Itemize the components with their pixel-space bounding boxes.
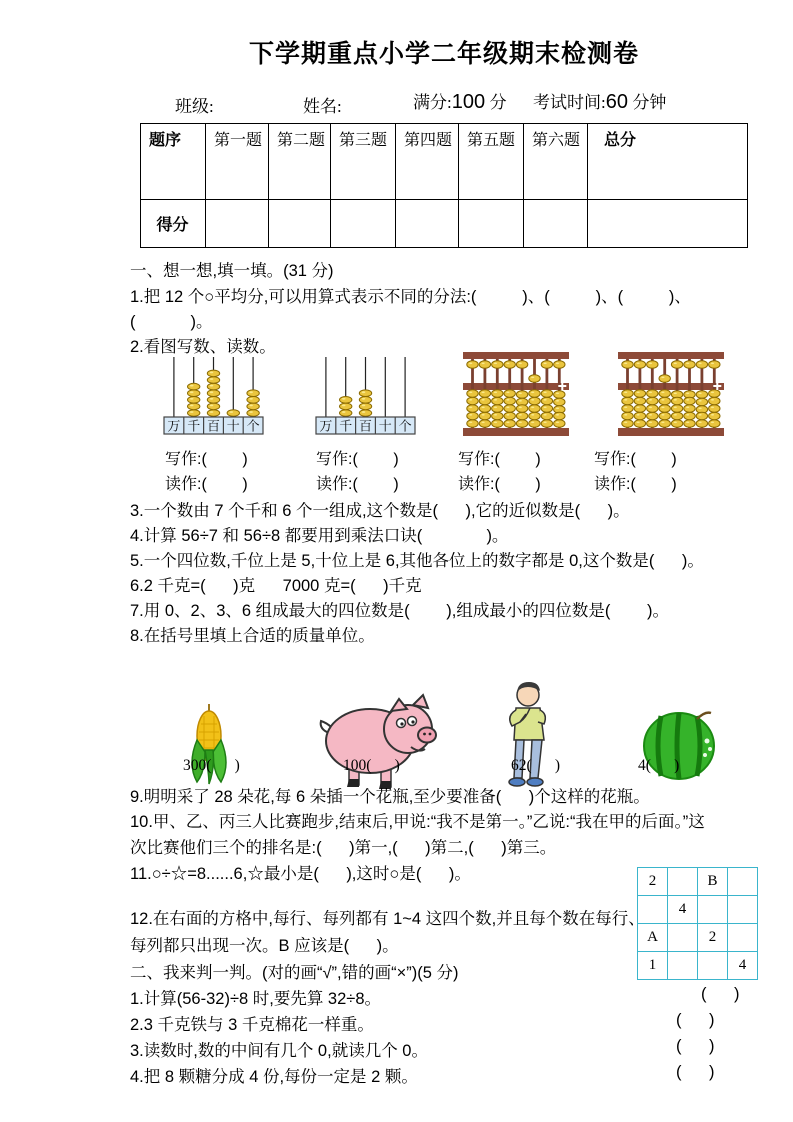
abacus-bead	[467, 412, 478, 420]
score-table-header-row	[141, 124, 748, 200]
score-cell-total	[588, 200, 748, 248]
puzzle-cell: 1	[638, 952, 668, 980]
abacus-bead	[504, 420, 515, 428]
score-cell	[396, 200, 459, 248]
question-12-line2: 每列都只出现一次。B 应该是( )。	[130, 937, 399, 955]
judge-item-3: 3.读数时,数的中间有几个 0,就读几个 0。	[130, 1042, 428, 1060]
abacus-bead	[634, 361, 645, 369]
abacus-bead	[634, 390, 645, 398]
counter-bead	[359, 397, 371, 404]
puzzle-cell	[668, 924, 698, 952]
counter-bead	[340, 397, 352, 404]
puzzle-cell	[728, 868, 758, 896]
abacus-bead	[529, 390, 540, 398]
question-10-line2: 次比赛他们三个的排名是:( )第一,( )第二,( )第三。	[130, 839, 557, 857]
abacus-bead	[622, 390, 633, 398]
write-as-blank-2: 写作:( )	[316, 451, 399, 468]
header-q2: 第二题	[269, 124, 331, 200]
place-value-label: 十	[226, 418, 240, 434]
abacus-bead	[516, 391, 527, 399]
question-8: 8.在括号里填上合适的质量单位。	[130, 627, 375, 645]
write-as-blank-1: 写作:( )	[165, 451, 248, 468]
abacus-bead	[541, 397, 552, 405]
counter-bead	[207, 370, 219, 377]
abacus-bead	[516, 412, 527, 420]
section1-heading: 一、想一想,填一填。(31 分)	[130, 262, 334, 280]
counter-bead	[188, 390, 200, 397]
abacus-bead	[479, 397, 490, 405]
puzzle-cell: A	[638, 924, 668, 952]
question-1-line1: 1.把 12 个○平均分,可以用算式表示不同的分法:( )、( )、( )、	[130, 288, 691, 306]
abacus-bead	[467, 405, 478, 413]
abacus-2	[618, 352, 724, 436]
abacus-bead	[479, 405, 490, 413]
abacus-bead	[492, 412, 503, 420]
abacus-bead	[622, 361, 633, 369]
exam-time-label: 考试时间:	[533, 93, 606, 112]
question-9: 9.明明采了 28 朵花,每 6 朵插一个花瓶,至少要准备( )个这样的花瓶。	[130, 788, 650, 806]
abacus-bead	[529, 397, 540, 405]
abacus-bead	[554, 420, 565, 428]
abacus-bead	[634, 397, 645, 405]
counter-bead	[340, 403, 352, 410]
abacus-bead	[671, 420, 682, 428]
bead-counter-graphic	[312, 356, 420, 436]
header-q1: 第一题	[206, 124, 269, 200]
abacus-bead	[634, 420, 645, 428]
abacus-bead	[479, 420, 490, 428]
puzzle-cell	[698, 896, 728, 924]
score-table	[140, 123, 748, 248]
puzzle-row	[638, 896, 758, 924]
full-score-value: 100	[451, 91, 486, 113]
header-total: 总分	[588, 124, 748, 200]
full-score-group	[413, 88, 507, 114]
abacus-bead	[467, 390, 478, 398]
abacus-graphic	[463, 352, 569, 436]
puzzle-cell: 4	[728, 952, 758, 980]
abacus-bead	[622, 405, 633, 413]
abacus-bead	[696, 398, 707, 406]
puzzle-cell	[728, 896, 758, 924]
puzzle-row	[638, 924, 758, 952]
score-cell	[206, 200, 269, 248]
abacus-bead	[554, 412, 565, 420]
puzzle-cell: 4	[668, 896, 698, 924]
abacus-bead	[684, 405, 695, 413]
abacus-bead	[467, 361, 478, 369]
header-q3: 第三题	[331, 124, 396, 200]
counter-bead	[359, 410, 371, 417]
abacus-bead	[516, 361, 527, 369]
question-11: 11.○÷☆=8......6,☆最小是( ),这时○是( )。	[130, 865, 471, 883]
abacus-bead	[647, 390, 658, 398]
abacus-bead	[659, 420, 670, 428]
counter-bead	[340, 410, 352, 417]
abacus-bead	[659, 375, 670, 383]
exam-time-unit: 分钟	[632, 93, 667, 112]
read-as-blank-3: 读作:( )	[458, 476, 541, 493]
abacus-bead	[671, 397, 682, 405]
abacus-bead	[659, 397, 670, 405]
abacus-bead	[504, 390, 515, 398]
question-3: 3.一个数由 7 个千和 6 个一组成,这个数是( ),它的近似数是( )。	[130, 502, 630, 520]
name-label: 姓名:	[303, 97, 342, 116]
counter-bead	[247, 403, 259, 410]
abacus-bead	[659, 412, 670, 420]
abacus-bead	[541, 412, 552, 420]
place-value-label: 个	[398, 418, 412, 434]
abacus-bead	[554, 391, 565, 399]
read-as-blank-2: 读作:( )	[316, 476, 399, 493]
abacus-bead	[541, 390, 552, 398]
abacus-bead	[529, 412, 540, 420]
abacus-bead	[492, 420, 503, 428]
counter-bead	[247, 410, 259, 417]
judge-item-2: 2.3 千克铁与 3 千克棉花一样重。	[130, 1016, 374, 1034]
counter-bead	[207, 403, 219, 410]
abacus-bead	[647, 361, 658, 369]
abacus-bead	[554, 361, 565, 369]
page-title: 下学期重点小学二年级期末检测卷	[248, 40, 639, 68]
score-cell	[269, 200, 331, 248]
man-weight-blank: 62( )	[511, 757, 561, 774]
bead-counter-1	[160, 356, 268, 436]
counter-bead	[207, 377, 219, 384]
counter-bead	[207, 397, 219, 404]
abacus-bead	[541, 361, 552, 369]
score-cell	[524, 200, 588, 248]
abacus-bead	[467, 397, 478, 405]
write-as-blank-3: 写作:( )	[458, 451, 541, 468]
judge-item-4: 4.把 8 颗糖分成 4 份,每份一定是 2 颗。	[130, 1068, 418, 1086]
abacus-bead	[647, 420, 658, 428]
abacus-bead	[647, 397, 658, 405]
abacus-bead	[467, 420, 478, 428]
class-label: 班级:	[175, 97, 214, 116]
judge-blank-2: ( )	[676, 1011, 715, 1029]
counter-bead	[207, 383, 219, 390]
read-as-blank-4: 读作:( )	[594, 476, 677, 493]
abacus-bead	[659, 405, 670, 413]
counter-bead	[207, 390, 219, 397]
counter-bead	[247, 397, 259, 404]
abacus-bead	[554, 398, 565, 406]
abacus-bead	[634, 412, 645, 420]
abacus-bead	[622, 397, 633, 405]
abacus-bead	[671, 412, 682, 420]
question-6: 6.2 千克=( )克 7000 克=( )千克	[130, 577, 422, 595]
bead-counter-2	[312, 356, 420, 436]
abacus-1	[463, 352, 569, 436]
abacus-bead	[671, 405, 682, 413]
question-2: 2.看图写数、读数。	[130, 338, 276, 356]
puzzle-row	[638, 952, 758, 980]
full-score-unit: 分	[489, 93, 507, 112]
puzzle-cell: 2	[698, 924, 728, 952]
question-5: 5.一个四位数,千位上是 5,十位上是 6,其他各位上的数字都是 0,这个数是( )。	[130, 552, 704, 570]
abacus-bead	[709, 412, 720, 420]
abacus-bead	[709, 420, 720, 428]
puzzle-cell	[668, 952, 698, 980]
abacus-bead	[709, 405, 720, 413]
judge-item-1: 1.计算(56-32)÷8 时,要先算 32÷8。	[130, 990, 382, 1008]
abacus-bead	[492, 397, 503, 405]
header-q5: 第五题	[459, 124, 524, 200]
watermelon-weight-blank: 4( )	[638, 757, 680, 774]
abacus-bead	[492, 390, 503, 398]
score-table-score-row	[141, 200, 748, 248]
abacus-bead	[504, 361, 515, 369]
place-value-label: 个	[246, 418, 260, 434]
counter-bead	[207, 410, 219, 417]
question-1-line2: ( )。	[130, 313, 213, 331]
abacus-bead	[696, 412, 707, 420]
counter-bead	[359, 390, 371, 397]
puzzle-cell: B	[698, 868, 728, 896]
place-value-label: 十	[378, 418, 392, 434]
exam-time-value: 60	[605, 91, 628, 113]
place-value-label: 百	[206, 418, 221, 434]
score-cell	[459, 200, 524, 248]
puzzle-cell	[728, 924, 758, 952]
puzzle-row	[638, 868, 758, 896]
counter-bead	[359, 403, 371, 410]
abacus-bead	[516, 420, 527, 428]
abacus-bead	[504, 412, 515, 420]
abacus-bead	[492, 405, 503, 413]
abacus-bead	[541, 420, 552, 428]
abacus-bead	[684, 361, 695, 369]
abacus-bead	[529, 420, 540, 428]
abacus-bead	[479, 412, 490, 420]
abacus-bead	[696, 420, 707, 428]
counter-bead	[188, 403, 200, 410]
abacus-bead	[696, 391, 707, 399]
abacus-bead	[622, 420, 633, 428]
abacus-bead	[709, 361, 720, 369]
place-value-label: 万	[167, 418, 181, 434]
judge-blank-1: ( )	[701, 985, 740, 1003]
abacus-bead	[709, 397, 720, 405]
place-value-label: 千	[339, 418, 353, 434]
counter-bead	[188, 397, 200, 404]
abacus-bead	[671, 361, 682, 369]
abacus-bead	[647, 412, 658, 420]
place-value-label: 百	[358, 418, 373, 434]
bead-counter-graphic	[160, 356, 268, 436]
section2-heading: 二、我来判一判。(对的画“√”,错的画“×”)(5 分)	[130, 964, 459, 982]
header-q6: 第六题	[524, 124, 588, 200]
abacus-bead	[541, 405, 552, 413]
full-score-label: 满分:	[413, 93, 452, 112]
counter-bead	[247, 390, 259, 397]
question-4: 4.计算 56÷7 和 56÷8 都要用到乘法口诀( )。	[130, 527, 509, 545]
question-7: 7.用 0、2、3、6 组成最大的四位数是( ),组成最小的四位数是( )。	[130, 602, 670, 620]
abacus-bead	[659, 390, 670, 398]
puzzle-grid	[637, 867, 758, 980]
judge-blank-3: ( )	[676, 1037, 715, 1055]
abacus-bead	[647, 405, 658, 413]
abacus-graphic	[618, 352, 724, 436]
score-cell	[331, 200, 396, 248]
abacus-bead	[492, 361, 503, 369]
abacus-bead	[684, 412, 695, 420]
header-question-order: 题序	[141, 124, 206, 200]
counter-bead	[188, 383, 200, 390]
abacus-bead	[479, 390, 490, 398]
exam-time-group	[533, 88, 666, 114]
puzzle-cell: 2	[638, 868, 668, 896]
pig-weight-blank: 100( )	[343, 757, 400, 774]
abacus-bead	[622, 412, 633, 420]
abacus-bead	[479, 361, 490, 369]
counter-bead	[188, 410, 200, 417]
abacus-bead	[504, 405, 515, 413]
counter-bead	[227, 410, 239, 417]
abacus-bead	[634, 405, 645, 413]
score-row-label: 得分	[141, 200, 206, 248]
judge-blank-4: ( )	[676, 1063, 715, 1081]
corn-weight-blank: 300( )	[183, 757, 240, 774]
puzzle-cell	[668, 868, 698, 896]
place-value-label: 千	[187, 418, 201, 434]
question-10-line1: 10.甲、乙、丙三人比赛跑步,结束后,甲说:“我不是第一。”乙说:“我在甲的后面。”这	[130, 813, 705, 831]
abacus-bead	[684, 397, 695, 405]
abacus-bead	[709, 390, 720, 398]
write-as-blank-4: 写作:( )	[594, 451, 677, 468]
read-as-blank-1: 读作:( )	[165, 476, 248, 493]
abacus-bead	[529, 405, 540, 413]
watermelon-image	[641, 671, 719, 819]
abacus-bead	[516, 405, 527, 413]
question-12-line1: 12.在右面的方格中,每行、每列都有 1~4 这四个数,并且每个数在每行、	[130, 910, 645, 928]
place-value-label: 万	[319, 418, 333, 434]
abacus-bead	[504, 397, 515, 405]
abacus-bead	[529, 375, 540, 383]
puzzle-cell	[698, 952, 728, 980]
abacus-bead	[684, 420, 695, 428]
header-q4: 第四题	[396, 124, 459, 200]
abacus-bead	[696, 361, 707, 369]
